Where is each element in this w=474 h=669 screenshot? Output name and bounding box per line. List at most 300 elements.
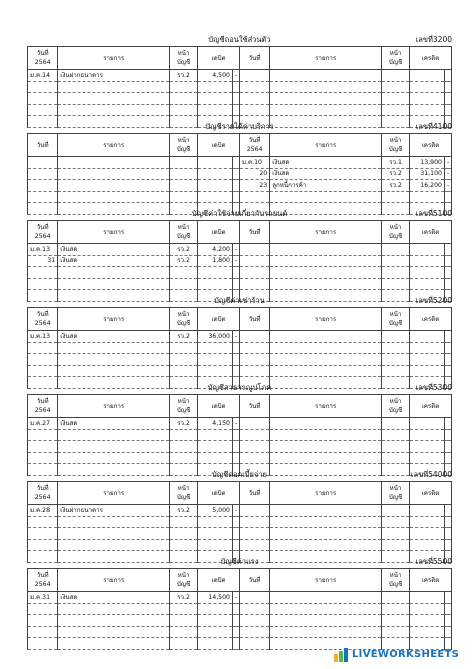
debit-description-cell[interactable] bbox=[58, 441, 170, 453]
debit-satang-cell[interactable] bbox=[232, 528, 239, 540]
debit-date-cell[interactable] bbox=[28, 539, 58, 551]
credit-description-cell[interactable] bbox=[270, 81, 382, 93]
debit-ref-cell[interactable] bbox=[170, 638, 198, 650]
credit-satang-cell[interactable] bbox=[444, 418, 451, 430]
debit-amount-cell[interactable] bbox=[198, 168, 233, 180]
credit-satang-cell[interactable] bbox=[444, 365, 451, 377]
debit-ref-cell[interactable]: รว.2 bbox=[170, 255, 198, 267]
credit-date-cell[interactable]: 23 bbox=[239, 180, 269, 192]
debit-satang-cell[interactable] bbox=[232, 603, 239, 615]
credit-satang-cell[interactable] bbox=[444, 429, 451, 441]
credit-date-cell[interactable] bbox=[239, 104, 269, 116]
credit-date-cell[interactable] bbox=[239, 505, 269, 517]
debit-description-cell[interactable]: เงินสด bbox=[58, 418, 170, 430]
credit-ref-cell[interactable] bbox=[382, 191, 410, 203]
credit-amount-cell[interactable] bbox=[410, 505, 445, 517]
debit-satang-cell[interactable] bbox=[232, 342, 239, 354]
debit-date-cell[interactable]: ม.ค.14 bbox=[28, 70, 58, 82]
debit-satang-cell[interactable] bbox=[232, 365, 239, 377]
account-title: บัญชีค่าใช้จ่ายเกี่ยวกับรถยนต์ bbox=[191, 209, 288, 218]
debit-satang-cell[interactable] bbox=[232, 638, 239, 650]
credit-description-cell[interactable]: ลูกหนี้การค้า bbox=[270, 180, 382, 192]
debit-amount-cell[interactable] bbox=[198, 81, 233, 93]
debit-description-cell[interactable]: เงินสด bbox=[58, 244, 170, 256]
credit-ref-cell[interactable] bbox=[382, 70, 410, 82]
credit-ref-cell[interactable] bbox=[382, 278, 410, 290]
table-row bbox=[28, 539, 452, 551]
debit-amount-cell[interactable]: 4,150 bbox=[198, 418, 233, 430]
credit-satang-cell[interactable] bbox=[444, 342, 451, 354]
credit-ref-cell[interactable] bbox=[382, 365, 410, 377]
account-title: บัญชีดอกเบี้ยจ่าย bbox=[212, 470, 267, 479]
credit-satang-cell[interactable] bbox=[444, 452, 451, 464]
debit-ref-cell[interactable] bbox=[170, 452, 198, 464]
debit-amount-cell[interactable] bbox=[198, 93, 233, 105]
credit-ref-cell[interactable] bbox=[382, 592, 410, 604]
debit-amount-cell[interactable]: 5,000 bbox=[198, 505, 233, 517]
credit-satang-cell[interactable] bbox=[444, 441, 451, 453]
credit-satang-cell[interactable] bbox=[444, 255, 451, 267]
debit-ref-cell[interactable] bbox=[170, 267, 198, 279]
credit-satang-cell[interactable] bbox=[444, 603, 451, 615]
credit-satang-cell[interactable] bbox=[444, 516, 451, 528]
credit-date-cell[interactable] bbox=[239, 603, 269, 615]
credit-description-cell[interactable] bbox=[270, 255, 382, 267]
debit-date-header bbox=[28, 395, 58, 418]
debit-satang-cell[interactable] bbox=[232, 626, 239, 638]
debit-description-cell[interactable]: เงินสด bbox=[58, 255, 170, 267]
credit-description-cell[interactable] bbox=[270, 516, 382, 528]
credit-description-cell[interactable] bbox=[270, 267, 382, 279]
credit-satang-cell[interactable] bbox=[444, 354, 451, 366]
debit-ref-cell[interactable] bbox=[170, 157, 198, 169]
debit-description-cell[interactable] bbox=[58, 365, 170, 377]
debit-date-cell[interactable] bbox=[28, 365, 58, 377]
debit-description-cell[interactable] bbox=[58, 168, 170, 180]
debit-description-cell[interactable] bbox=[58, 638, 170, 650]
debit-amount-cell[interactable] bbox=[198, 365, 233, 377]
credit-ref-cell[interactable] bbox=[382, 104, 410, 116]
credit-satang-cell[interactable] bbox=[444, 81, 451, 93]
ledger-account bbox=[27, 294, 452, 381]
debit-amount-cell[interactable]: 1,800 bbox=[198, 255, 233, 267]
credit-ref-cell[interactable] bbox=[382, 505, 410, 517]
credit-description-cell[interactable] bbox=[270, 539, 382, 551]
debit-description-cell[interactable] bbox=[58, 180, 170, 192]
debit-date-cell[interactable] bbox=[28, 104, 58, 116]
credit-ref-cell[interactable] bbox=[382, 93, 410, 105]
debit-ref-cell[interactable] bbox=[170, 626, 198, 638]
credit-amount-cell[interactable] bbox=[410, 603, 445, 615]
credit-description-cell[interactable] bbox=[270, 505, 382, 517]
credit-amount-cell[interactable] bbox=[410, 191, 445, 203]
debit-satang-cell[interactable] bbox=[232, 168, 239, 180]
credit-description-cell[interactable] bbox=[270, 603, 382, 615]
credit-date-cell[interactable] bbox=[239, 528, 269, 540]
debit-satang-cell[interactable]: - bbox=[232, 331, 239, 343]
debit-description-cell[interactable] bbox=[58, 429, 170, 441]
credit-satang-cell[interactable] bbox=[444, 191, 451, 203]
credit-amount-cell[interactable] bbox=[410, 255, 445, 267]
credit-date-cell[interactable] bbox=[239, 418, 269, 430]
debit-ref-cell[interactable]: รว.2 bbox=[170, 70, 198, 82]
debit-ref-cell[interactable] bbox=[170, 168, 198, 180]
credit-ref-cell[interactable] bbox=[382, 255, 410, 267]
debit-ref-cell[interactable] bbox=[170, 429, 198, 441]
debit-satang-cell[interactable] bbox=[232, 278, 239, 290]
debit-date-cell[interactable]: ม.ค.28 bbox=[28, 505, 58, 517]
credit-satang-cell[interactable] bbox=[444, 528, 451, 540]
credit-date-cell[interactable] bbox=[239, 626, 269, 638]
credit-description-cell[interactable] bbox=[270, 528, 382, 540]
debit-ref-cell[interactable]: รว.2 bbox=[170, 331, 198, 343]
credit-satang-cell[interactable] bbox=[444, 626, 451, 638]
debit-ref-cell[interactable] bbox=[170, 278, 198, 290]
credit-description-cell[interactable] bbox=[270, 418, 382, 430]
debit-date-cell[interactable]: ม.ค.13 bbox=[28, 244, 58, 256]
credit-amount-cell[interactable] bbox=[410, 592, 445, 604]
debit-amount-cell[interactable] bbox=[198, 191, 233, 203]
credit-amount-cell[interactable] bbox=[410, 452, 445, 464]
credit-amount-cell[interactable] bbox=[410, 93, 445, 105]
credit-description-cell[interactable] bbox=[270, 615, 382, 627]
credit-satang-cell[interactable]: - bbox=[444, 180, 451, 192]
debit-date-cell[interactable] bbox=[28, 638, 58, 650]
liveworksheets-logo-icon bbox=[334, 648, 350, 662]
credit-date-cell[interactable] bbox=[239, 592, 269, 604]
debit-satang-cell[interactable] bbox=[232, 539, 239, 551]
debit-amount-cell[interactable]: 4,500 bbox=[198, 70, 233, 82]
credit-satang-cell[interactable] bbox=[444, 267, 451, 279]
credit-description-cell[interactable]: เงินสด bbox=[270, 168, 382, 180]
debit-date-cell[interactable] bbox=[28, 528, 58, 540]
debit-amount-cell[interactable]: 14,500 bbox=[198, 592, 233, 604]
debit-satang-cell[interactable] bbox=[232, 93, 239, 105]
debit-date-cell[interactable]: ม.ค.13 bbox=[28, 331, 58, 343]
debit-date-cell[interactable] bbox=[28, 354, 58, 366]
credit-amount-cell[interactable] bbox=[410, 429, 445, 441]
debit-satang-cell[interactable]: - bbox=[232, 244, 239, 256]
debit-date-cell[interactable] bbox=[28, 267, 58, 279]
debit-description-cell[interactable]: เงินสด bbox=[58, 592, 170, 604]
credit-description-cell[interactable] bbox=[270, 244, 382, 256]
debit-date-cell[interactable] bbox=[28, 429, 58, 441]
credit-date-cell[interactable] bbox=[239, 441, 269, 453]
debit-description-cell[interactable] bbox=[58, 191, 170, 203]
debit-satang-cell[interactable] bbox=[232, 180, 239, 192]
credit-date-cell[interactable] bbox=[239, 342, 269, 354]
credit-ref-cell[interactable] bbox=[382, 81, 410, 93]
debit-description-cell[interactable] bbox=[58, 626, 170, 638]
credit-date-cell[interactable] bbox=[239, 331, 269, 343]
credit-amount-cell[interactable] bbox=[410, 441, 445, 453]
credit-date-cell[interactable] bbox=[239, 539, 269, 551]
credit-date-cell[interactable] bbox=[239, 255, 269, 267]
debit-description-cell[interactable] bbox=[58, 93, 170, 105]
credit-amount-cell[interactable] bbox=[410, 418, 445, 430]
debit-ref-cell[interactable] bbox=[170, 342, 198, 354]
credit-date-cell[interactable] bbox=[239, 278, 269, 290]
debit-ref-cell[interactable]: รว.2 bbox=[170, 592, 198, 604]
credit-ref-cell[interactable] bbox=[382, 342, 410, 354]
credit-amount-cell[interactable] bbox=[410, 331, 445, 343]
credit-amount-cell[interactable]: 16,200 bbox=[410, 180, 445, 192]
debit-satang-cell[interactable] bbox=[232, 104, 239, 116]
debit-date-cell[interactable] bbox=[28, 603, 58, 615]
account-number: เลขที่5200 bbox=[415, 296, 452, 305]
debit-ref-cell[interactable] bbox=[170, 93, 198, 105]
debit-ref-cell[interactable]: รว.2 bbox=[170, 505, 198, 517]
debit-date-cell[interactable] bbox=[28, 626, 58, 638]
debit-ref-cell[interactable] bbox=[170, 516, 198, 528]
credit-description-cell[interactable] bbox=[270, 354, 382, 366]
debit-amount-cell[interactable] bbox=[198, 354, 233, 366]
debit-ref-cell[interactable] bbox=[170, 528, 198, 540]
debit-satang-cell[interactable]: - bbox=[232, 505, 239, 517]
credit-ref-cell[interactable] bbox=[382, 441, 410, 453]
debit-satang-cell[interactable]: - bbox=[232, 418, 239, 430]
credit-ref-cell[interactable] bbox=[382, 452, 410, 464]
debit-description-cell[interactable] bbox=[58, 104, 170, 116]
credit-date-cell[interactable] bbox=[239, 615, 269, 627]
debit-description-cell[interactable] bbox=[58, 516, 170, 528]
debit-satang-cell[interactable] bbox=[232, 267, 239, 279]
credit-amount-cell[interactable] bbox=[410, 70, 445, 82]
debit-satang-cell[interactable] bbox=[232, 191, 239, 203]
credit-satang-cell[interactable] bbox=[444, 615, 451, 627]
credit-description-cell[interactable] bbox=[270, 342, 382, 354]
credit-amount-cell[interactable] bbox=[410, 342, 445, 354]
debit-amount-cell[interactable] bbox=[198, 615, 233, 627]
credit-ref-cell[interactable]: รว.2 bbox=[382, 168, 410, 180]
credit-amount-cell[interactable] bbox=[410, 278, 445, 290]
debit-description-cell[interactable] bbox=[58, 354, 170, 366]
credit-amount-cell[interactable] bbox=[410, 244, 445, 256]
debit-description-cell[interactable] bbox=[58, 157, 170, 169]
debit-amount-cell[interactable] bbox=[198, 603, 233, 615]
credit-amount-cell[interactable] bbox=[410, 81, 445, 93]
date-header-label: วันที่ bbox=[36, 224, 49, 231]
year-header-label: 2564 bbox=[34, 320, 51, 327]
credit-description-cell[interactable] bbox=[270, 441, 382, 453]
credit-ref-cell[interactable] bbox=[382, 267, 410, 279]
credit-description-cell[interactable] bbox=[270, 429, 382, 441]
debit-satang-cell[interactable]: - bbox=[232, 592, 239, 604]
ledger-account bbox=[27, 33, 452, 120]
debit-amount-cell[interactable] bbox=[198, 638, 233, 650]
debit-satang-cell[interactable] bbox=[232, 429, 239, 441]
debit-date-cell[interactable] bbox=[28, 81, 58, 93]
credit-date-cell[interactable] bbox=[239, 267, 269, 279]
credit-ref-cell[interactable] bbox=[382, 244, 410, 256]
debit-amount-cell[interactable] bbox=[198, 528, 233, 540]
debit-ref-cell[interactable]: รว.2 bbox=[170, 418, 198, 430]
debit-ref-cell[interactable] bbox=[170, 104, 198, 116]
debit-date-cell[interactable] bbox=[28, 180, 58, 192]
credit-date-cell[interactable] bbox=[239, 244, 269, 256]
debit-amount-cell[interactable] bbox=[198, 516, 233, 528]
credit-description-cell[interactable] bbox=[270, 452, 382, 464]
debit-ref-cell[interactable]: รว.2 bbox=[170, 244, 198, 256]
debit-description-cell[interactable]: เงินฝากธนาคาร bbox=[58, 505, 170, 517]
credit-satang-cell[interactable] bbox=[444, 278, 451, 290]
credit-description-cell[interactable] bbox=[270, 365, 382, 377]
debit-ref-cell[interactable] bbox=[170, 603, 198, 615]
credit-satang-cell[interactable] bbox=[444, 244, 451, 256]
ledger-account bbox=[27, 381, 452, 468]
debit-description-cell[interactable]: เงินสด bbox=[58, 331, 170, 343]
debit-ref-cell[interactable] bbox=[170, 81, 198, 93]
credit-amount-cell[interactable] bbox=[410, 104, 445, 116]
debit-amount-cell[interactable] bbox=[198, 429, 233, 441]
credit-description-cell[interactable] bbox=[270, 626, 382, 638]
credit-description-cell[interactable] bbox=[270, 93, 382, 105]
debit-ref-cell[interactable] bbox=[170, 365, 198, 377]
credit-ref-cell[interactable] bbox=[382, 626, 410, 638]
debit-amount-header: เดบิต bbox=[198, 134, 240, 157]
credit-amount-cell[interactable]: 31,100 bbox=[410, 168, 445, 180]
credit-date-cell[interactable] bbox=[239, 452, 269, 464]
debit-date-cell[interactable] bbox=[28, 615, 58, 627]
debit-satang-cell[interactable] bbox=[232, 157, 239, 169]
credit-satang-cell[interactable]: - bbox=[444, 157, 451, 169]
debit-amount-cell[interactable] bbox=[198, 267, 233, 279]
debit-description-cell[interactable] bbox=[58, 452, 170, 464]
credit-amount-cell[interactable] bbox=[410, 539, 445, 551]
account-header bbox=[27, 294, 452, 307]
credit-satang-cell[interactable] bbox=[444, 505, 451, 517]
debit-amount-cell[interactable] bbox=[198, 342, 233, 354]
credit-date-cell[interactable] bbox=[239, 516, 269, 528]
debit-amount-cell[interactable] bbox=[198, 626, 233, 638]
credit-satang-cell[interactable] bbox=[444, 93, 451, 105]
debit-date-cell[interactable] bbox=[28, 516, 58, 528]
credit-ref-cell[interactable] bbox=[382, 418, 410, 430]
debit-date-cell[interactable] bbox=[28, 168, 58, 180]
debit-satang-cell[interactable]: - bbox=[232, 255, 239, 267]
credit-amount-cell[interactable] bbox=[410, 267, 445, 279]
credit-description-cell[interactable] bbox=[270, 592, 382, 604]
credit-amount-cell[interactable] bbox=[410, 615, 445, 627]
debit-amount-cell[interactable] bbox=[198, 278, 233, 290]
credit-date-cell[interactable]: 20 bbox=[239, 168, 269, 180]
debit-date-cell[interactable]: ม.ค.27 bbox=[28, 418, 58, 430]
credit-ref-cell[interactable]: รว.2 bbox=[382, 180, 410, 192]
credit-ref-cell[interactable] bbox=[382, 429, 410, 441]
debit-description-cell[interactable] bbox=[58, 278, 170, 290]
debit-ref-cell[interactable] bbox=[170, 539, 198, 551]
credit-description-cell[interactable] bbox=[270, 104, 382, 116]
debit-amount-cell[interactable] bbox=[198, 539, 233, 551]
credit-ref-cell[interactable] bbox=[382, 615, 410, 627]
debit-description-cell[interactable] bbox=[58, 615, 170, 627]
credit-satang-cell[interactable] bbox=[444, 539, 451, 551]
credit-ref-cell[interactable] bbox=[382, 528, 410, 540]
debit-satang-cell[interactable] bbox=[232, 441, 239, 453]
debit-date-cell[interactable] bbox=[28, 441, 58, 453]
debit-description-cell[interactable] bbox=[58, 603, 170, 615]
debit-amount-cell[interactable] bbox=[198, 180, 233, 192]
credit-description-cell[interactable] bbox=[270, 278, 382, 290]
credit-ref-cell[interactable] bbox=[382, 516, 410, 528]
credit-amount-cell[interactable] bbox=[410, 365, 445, 377]
credit-description-cell[interactable] bbox=[270, 331, 382, 343]
credit-date-cell[interactable] bbox=[239, 93, 269, 105]
credit-date-cell[interactable] bbox=[239, 429, 269, 441]
credit-description-cell[interactable] bbox=[270, 191, 382, 203]
debit-satang-cell[interactable] bbox=[232, 354, 239, 366]
debit-satang-cell[interactable]: - bbox=[232, 70, 239, 82]
debit-date-cell[interactable] bbox=[28, 157, 58, 169]
debit-date-cell[interactable]: ม.ค.31 bbox=[28, 592, 58, 604]
credit-satang-cell[interactable] bbox=[444, 70, 451, 82]
debit-description-cell[interactable] bbox=[58, 81, 170, 93]
credit-satang-cell[interactable] bbox=[444, 104, 451, 116]
credit-date-cell[interactable] bbox=[239, 70, 269, 82]
credit-description-cell[interactable] bbox=[270, 70, 382, 82]
debit-ref-cell[interactable] bbox=[170, 180, 198, 192]
credit-date-cell[interactable] bbox=[239, 365, 269, 377]
credit-date-cell[interactable] bbox=[239, 354, 269, 366]
credit-date-cell[interactable] bbox=[239, 81, 269, 93]
debit-ref-cell[interactable] bbox=[170, 441, 198, 453]
debit-date-cell[interactable] bbox=[28, 342, 58, 354]
debit-satang-cell[interactable] bbox=[232, 452, 239, 464]
debit-amount-cell[interactable] bbox=[198, 441, 233, 453]
debit-date-cell[interactable] bbox=[28, 191, 58, 203]
credit-ref-cell[interactable]: รว.1 bbox=[382, 157, 410, 169]
debit-description-cell[interactable] bbox=[58, 528, 170, 540]
ledger-sheet bbox=[27, 33, 452, 642]
credit-ref-cell[interactable] bbox=[382, 331, 410, 343]
credit-satang-cell[interactable] bbox=[444, 331, 451, 343]
debit-ref-cell[interactable] bbox=[170, 191, 198, 203]
debit-description-cell[interactable] bbox=[58, 539, 170, 551]
credit-ref-cell[interactable] bbox=[382, 603, 410, 615]
debit-amount-cell[interactable]: 4,200 bbox=[198, 244, 233, 256]
credit-date-cell[interactable] bbox=[239, 191, 269, 203]
debit-description-cell[interactable] bbox=[58, 342, 170, 354]
credit-satang-cell[interactable] bbox=[444, 592, 451, 604]
debit-ref-cell[interactable] bbox=[170, 615, 198, 627]
debit-ref-cell[interactable] bbox=[170, 354, 198, 366]
debit-description-cell[interactable]: เงินฝากธนาคาร bbox=[58, 70, 170, 82]
credit-satang-cell[interactable]: - bbox=[444, 168, 451, 180]
debit-description-cell[interactable] bbox=[58, 267, 170, 279]
credit-amount-cell[interactable]: 13,900 bbox=[410, 157, 445, 169]
debit-amount-cell[interactable]: 36,000 bbox=[198, 331, 233, 343]
debit-satang-cell[interactable] bbox=[232, 615, 239, 627]
credit-amount-cell[interactable] bbox=[410, 354, 445, 366]
debit-amount-cell[interactable] bbox=[198, 452, 233, 464]
debit-date-cell[interactable] bbox=[28, 93, 58, 105]
debit-amount-cell[interactable] bbox=[198, 104, 233, 116]
debit-satang-cell[interactable] bbox=[232, 516, 239, 528]
credit-amount-cell[interactable] bbox=[410, 528, 445, 540]
credit-ref-cell[interactable] bbox=[382, 354, 410, 366]
credit-ref-cell[interactable] bbox=[382, 539, 410, 551]
debit-amount-cell[interactable] bbox=[198, 157, 233, 169]
credit-date-cell[interactable] bbox=[239, 638, 269, 650]
debit-date-cell[interactable] bbox=[28, 452, 58, 464]
credit-description-cell[interactable]: เงินสด bbox=[270, 157, 382, 169]
debit-satang-cell[interactable] bbox=[232, 81, 239, 93]
credit-amount-cell[interactable] bbox=[410, 516, 445, 528]
debit-date-cell[interactable] bbox=[28, 278, 58, 290]
credit-date-cell[interactable]: ม.ค.10 bbox=[239, 157, 269, 169]
debit-date-cell[interactable]: 31 bbox=[28, 255, 58, 267]
credit-amount-cell[interactable] bbox=[410, 626, 445, 638]
